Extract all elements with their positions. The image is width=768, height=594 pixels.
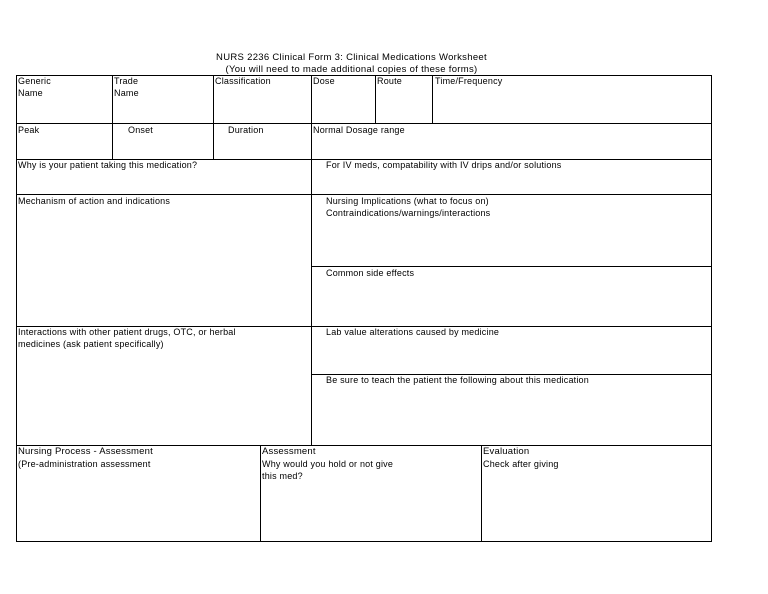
assessment-label: Assessment: [262, 446, 316, 457]
interactions-label: Interactions with other patient drugs, OTC, or herbal: [18, 327, 236, 337]
contraindications-label: Contraindications/warnings/interactions: [326, 208, 491, 218]
pre-admin-label: (Pre-administration assessment: [18, 459, 151, 469]
lab-values-label: Lab value alterations caused by medicine: [326, 327, 500, 337]
divider-bottom-right: [481, 445, 482, 542]
mechanism-label: Mechanism of action and indications: [18, 196, 171, 206]
trade-name-label: Trade: [114, 76, 139, 86]
peak-label: Peak: [18, 125, 40, 135]
generic-name-label-line2: Name: [18, 88, 43, 98]
check-after-label: Check after giving: [483, 459, 559, 469]
classification-label: Classification: [215, 76, 271, 86]
iv-compatibility-label: For IV meds, compatability with IV drips and/or solutions: [326, 160, 562, 170]
form-border: [16, 75, 712, 542]
interactions-label-line2: medicines (ask patient specifically): [18, 339, 164, 349]
time-frequency-label: Time/Frequency: [435, 76, 503, 86]
why-taking-label: Why is your patient taking this medication?: [18, 160, 198, 170]
np-assessment-label: Nursing Process - Assessment: [18, 446, 153, 457]
generic-name-label: Generic: [18, 76, 51, 86]
divider-route-time: [432, 75, 433, 124]
nursing-implications-label: Nursing Implications (what to focus on): [326, 196, 489, 206]
page-title: NURS 2236 Clinical Form 3: Clinical Medications Worksheet: [216, 52, 487, 63]
divider-generic-trade: [112, 75, 113, 160]
dose-label: Dose: [313, 76, 335, 86]
divider-main-column: [311, 75, 312, 446]
route-label: Route: [377, 76, 403, 86]
duration-label: Duration: [228, 125, 264, 135]
normal-dosage-label: Normal Dosage range: [313, 125, 405, 135]
evaluation-label: Evaluation: [483, 446, 530, 457]
onset-label: Onset: [128, 125, 154, 135]
divider-bottom-left: [260, 445, 261, 542]
patient-teaching-label: Be sure to teach the patient the following about this medication: [326, 375, 589, 385]
trade-name-label-line2: Name: [114, 88, 139, 98]
divider-dose-route: [375, 75, 376, 124]
hold-med-label-line2: this med?: [262, 471, 303, 481]
page-subtitle: (You will need to made additional copies of these forms): [225, 64, 478, 75]
divider-trade-classification: [213, 75, 214, 160]
side-effects-label: Common side effects: [326, 268, 415, 278]
hold-med-label: Why would you hold or not give: [262, 459, 394, 469]
